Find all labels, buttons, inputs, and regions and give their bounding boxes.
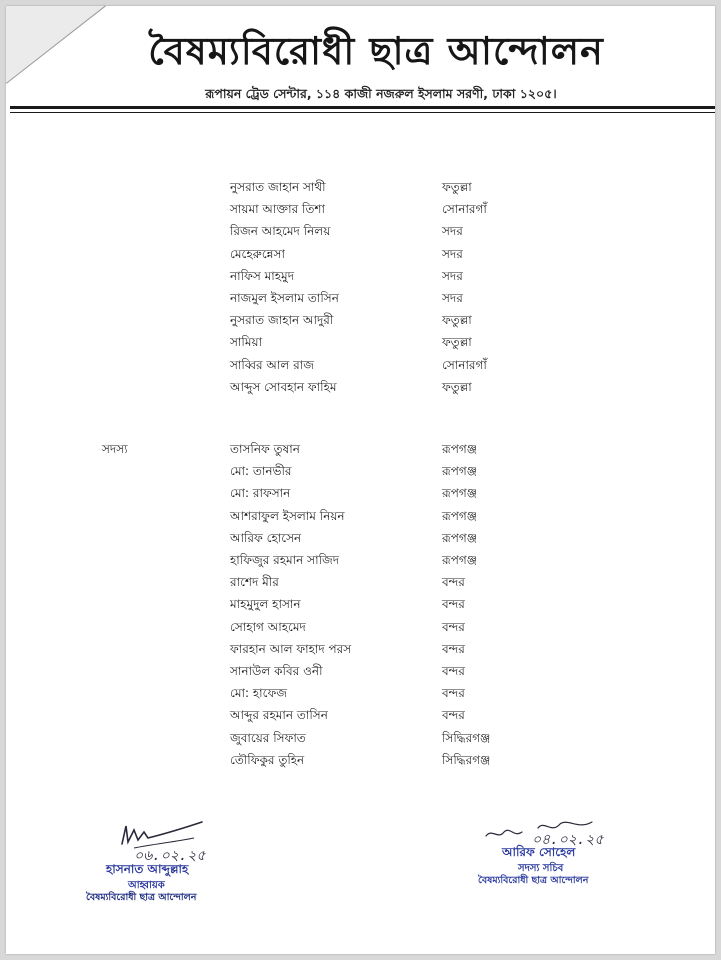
member-area: সিদ্ধিরগঞ্জ: [442, 752, 491, 767]
member-area: বন্দর: [442, 641, 465, 656]
document-page: [6, 6, 715, 954]
member-area: বন্দর: [442, 708, 465, 723]
member-area: ফতুল্লা: [442, 379, 472, 394]
member-name: জুবায়ের সিফাত: [230, 730, 306, 745]
member-name: মেহেরুন্নেসা: [230, 246, 285, 261]
member-name: সোহাগ আহমেদ: [230, 619, 306, 634]
member-area: রূপগঞ্জ: [442, 442, 478, 456]
list-row: [6, 268, 715, 288]
list-row: [6, 223, 715, 243]
list-row: [6, 179, 715, 199]
member-name: সাব্বির আল রাজ: [230, 357, 314, 372]
list-row: [6, 312, 715, 332]
list-row: [6, 641, 715, 661]
member-name: রিজন আহমেদ নিলয়: [230, 224, 331, 239]
member-area: বন্দর: [442, 664, 465, 678]
member-area: বন্দর: [442, 597, 465, 612]
member-area: সোনারগাঁ: [442, 202, 487, 217]
signatory-org-right: বৈষম্যবিরোধী ছাত্র আন্দোলন: [478, 875, 589, 886]
list-row: [6, 574, 715, 594]
member-name: মো: তানভীর: [230, 464, 292, 479]
member-area: ফতুল্লা: [442, 335, 472, 350]
list-row: [6, 357, 715, 377]
signatory-title-right: সদস্য সচিব: [518, 863, 564, 874]
signatory-org-left: বৈষম্যবিরোধী ছাত্র আন্দোলন: [86, 892, 197, 903]
list-row: [6, 552, 715, 572]
member-name: নাজমুল ইসলাম তাসিন: [230, 291, 339, 305]
member-area: রূপগঞ্জ: [442, 553, 478, 567]
member-name: হাফিজুর রহমান সাজিদ: [230, 553, 340, 567]
member-area: রূপগঞ্জ: [442, 508, 478, 523]
member-area: রূপগঞ্জ: [442, 464, 478, 479]
signature-date-left: ০৬.০২.২৫: [134, 848, 206, 864]
member-name: নুসরাত জাহান আদুরী: [230, 313, 334, 328]
header-rule-thin: [10, 112, 715, 113]
list-row: [6, 619, 715, 639]
member-area: সদর: [442, 224, 463, 239]
signatory-title-left: আহ্বায়ক: [128, 880, 165, 891]
signatory-name-left: হাসনাত আব্দুল্লাহ: [106, 862, 189, 876]
signatory-name-right: আরিফ সোহেল: [502, 845, 576, 859]
role-label-member: সদস্য: [102, 442, 128, 456]
list-row: [6, 508, 715, 528]
signature-date-right: ০৪.০২.২৫: [532, 832, 604, 848]
member-area: সদর: [442, 291, 463, 305]
organization-title: বৈষম্যবিরোধী ছাত্র আন্দোলন: [148, 28, 604, 73]
list-row: [6, 752, 715, 772]
list-row: [6, 685, 715, 705]
list-row: [6, 730, 715, 750]
member-area: ফতুল্লা: [442, 180, 472, 194]
organization-address: রূপায়ন ট্রেড সেন্টার, ১১৪ কাজী নজরুল ইসলাম সরণী, ঢাকা ১২০৫।: [205, 86, 557, 101]
member-area: বন্দর: [442, 575, 465, 590]
member-area: বন্দর: [442, 686, 465, 701]
member-area: সোনারগাঁ: [442, 357, 487, 372]
list-row: [6, 663, 715, 683]
member-area: রূপগঞ্জ: [442, 486, 478, 501]
list-row: [6, 290, 715, 310]
member-area: বন্দর: [442, 619, 465, 634]
member-name: আশরাফুল ইসলাম নিয়ন: [230, 508, 345, 523]
member-area: রূপগঞ্জ: [442, 530, 478, 545]
list-row: [6, 485, 715, 505]
member-name: রাশেদ মীর: [230, 575, 279, 590]
member-name: নুসরাত জাহান সাথী: [230, 180, 326, 194]
member-name: সামিয়া: [230, 335, 263, 350]
member-area: সিদ্ধিরগঞ্জ: [442, 730, 491, 745]
member-name: মো: রাফসান: [230, 486, 291, 501]
member-name: ফারহান আল ফাহাদ পরস: [230, 641, 352, 656]
list-row: [6, 246, 715, 266]
header-rule-thick: [10, 106, 715, 109]
list-row: [6, 201, 715, 221]
list-row: [6, 463, 715, 483]
list-row: [6, 707, 715, 727]
member-name: সায়মা আক্তার তিশা: [230, 202, 325, 217]
member-name: আব্দুর রহমান তাসিন: [230, 708, 328, 723]
member-area: সদর: [442, 268, 463, 283]
member-name: আব্দুস সোবহান ফাহিম: [230, 379, 337, 394]
member-name: নাফিস মাহমুদ: [230, 268, 295, 283]
member-area: সদর: [442, 246, 463, 261]
list-row: [6, 530, 715, 550]
member-area: ফতুল্লা: [442, 313, 472, 328]
list-row: [6, 596, 715, 616]
list-row: [6, 334, 715, 354]
list-row: [6, 441, 715, 461]
member-name: মাহমুদুল হাসান: [230, 597, 301, 612]
member-name: তৌফিকুর তুহিন: [230, 752, 305, 767]
member-name: মো: হাফেজ: [230, 686, 287, 701]
member-name: আরিফ হোসেন: [230, 530, 302, 545]
member-name: সানাউল কবির ওনী: [230, 664, 323, 678]
member-name: তাসনিফ তুষান: [230, 442, 300, 456]
list-row: [6, 379, 715, 399]
